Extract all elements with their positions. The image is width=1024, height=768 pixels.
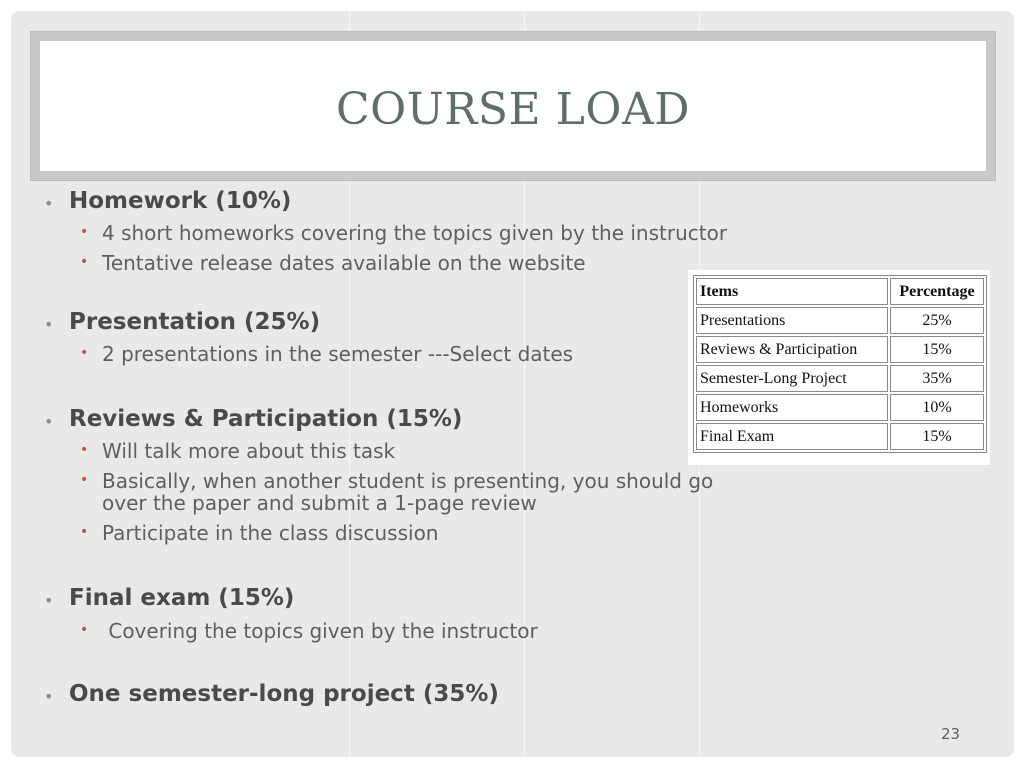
sub-bullet: Covering the topics given by the instructor	[102, 619, 538, 643]
bullet-presentation: Presentation (25%)	[69, 309, 321, 335]
table-cell: Reviews & Participation	[696, 336, 888, 363]
table-cell: 10%	[890, 394, 984, 421]
bullet-dot: •	[44, 412, 54, 431]
table-header: Percentage	[890, 278, 984, 305]
slide	[11, 11, 1014, 757]
table-row	[696, 307, 984, 334]
table	[693, 275, 987, 453]
table-cell: 15%	[890, 336, 984, 363]
sub-bullet: Tentative release dates available on the website	[102, 251, 586, 275]
bullet-dot: •	[44, 194, 54, 213]
sub-bullet: 4 short homeworks covering the topics given by the instructor	[102, 221, 728, 245]
table-cell: 15%	[890, 423, 984, 450]
page-number: 23	[941, 725, 961, 743]
sub-bullet: Will talk more about this task	[102, 439, 396, 463]
bullet-dot: •	[44, 591, 54, 610]
table-cell: 35%	[890, 365, 984, 392]
table-cell: Semester-Long Project	[696, 365, 888, 392]
slide-title: COURSE LOAD	[335, 84, 691, 135]
bullet-dot: •	[44, 687, 54, 706]
table-cell: Homeworks	[696, 394, 888, 421]
table-row	[696, 394, 984, 421]
bullet-dot: •	[44, 315, 54, 334]
table-header: Items	[696, 278, 888, 305]
sub-bullet-dot: •	[80, 524, 89, 540]
sub-bullet-dot: •	[80, 442, 89, 458]
sub-bullet-dot: •	[80, 345, 89, 361]
bullet-reviews: Reviews & Participation (15%)	[69, 406, 463, 432]
sub-bullet-continuation: over the paper and submit a 1-page review	[102, 491, 537, 515]
table-row	[696, 365, 984, 392]
title-frame	[30, 31, 996, 181]
bullet-project: One semester-long project (35%)	[69, 681, 499, 707]
sub-bullet-dot: •	[80, 254, 89, 270]
sub-bullet-dot: •	[80, 224, 89, 240]
sub-bullet-dot: •	[80, 472, 89, 488]
sub-bullet: Participate in the class discussion	[102, 521, 439, 545]
table-cell: Final Exam	[696, 423, 888, 450]
bullet-final-exam: Final exam (15%)	[69, 585, 295, 611]
grade-breakdown-table	[688, 270, 990, 465]
title-box	[40, 41, 986, 171]
table-header-row	[696, 278, 984, 305]
table-cell: Presentations	[696, 307, 888, 334]
table-row	[696, 336, 984, 363]
sub-bullet: 2 presentations in the semester ---Select dates	[102, 342, 574, 366]
sub-bullet: Basically, when another student is presenting, you should go	[102, 469, 714, 493]
table-cell: 25%	[890, 307, 984, 334]
sub-bullet-dot: •	[80, 622, 89, 638]
bullet-homework: Homework (10%)	[69, 188, 292, 214]
table-row	[696, 423, 984, 450]
